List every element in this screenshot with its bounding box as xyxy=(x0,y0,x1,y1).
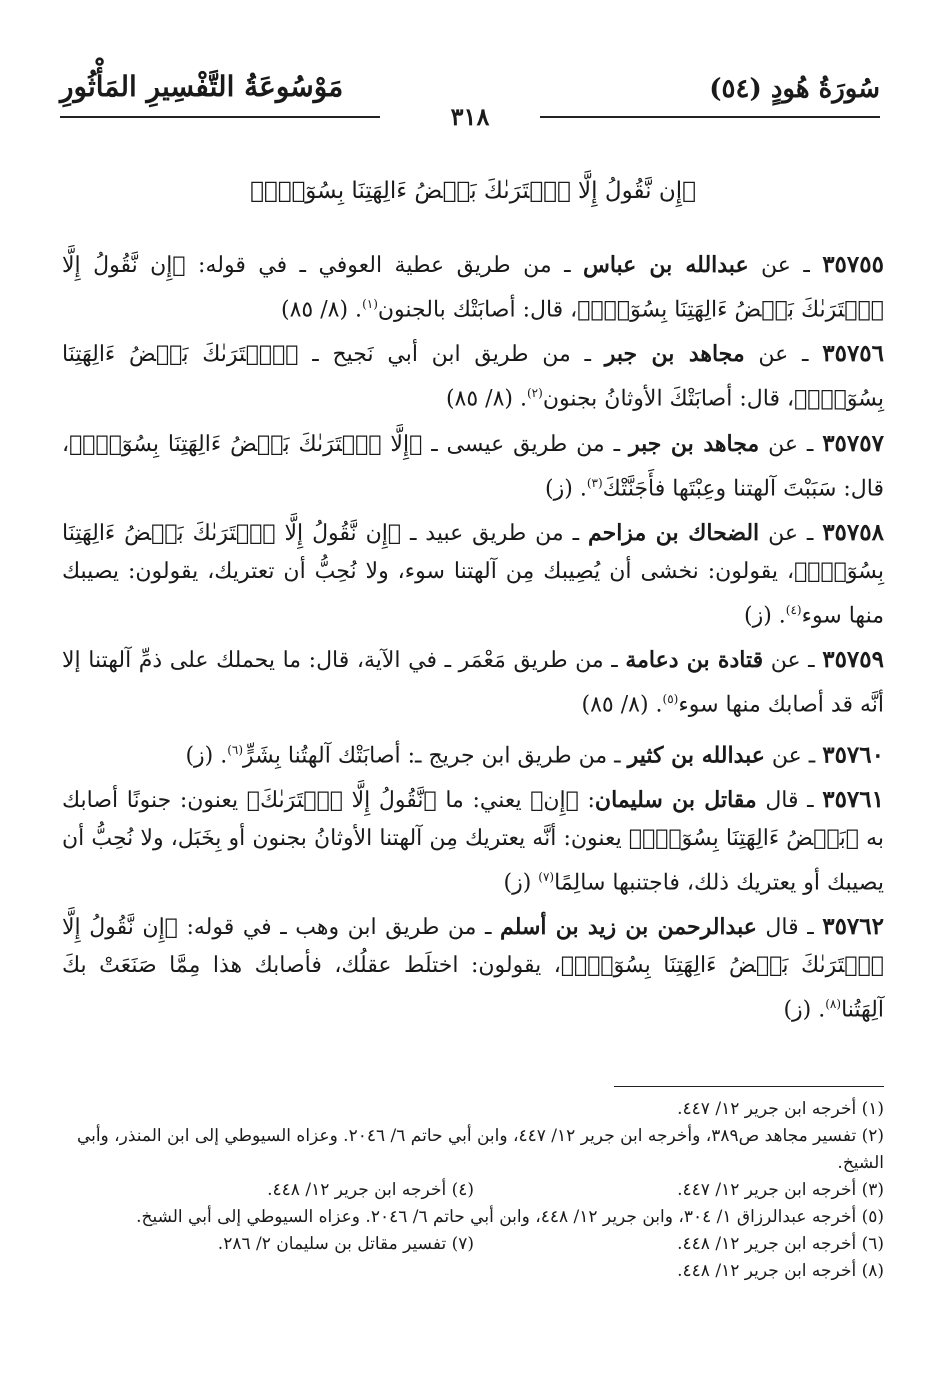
entry-chain: ـ من طريق عبيد ـ xyxy=(401,520,588,546)
narrator-name: عبدالرحمن بن زيد بن أسلم xyxy=(500,914,757,941)
footnote: (٨) أخرجه ابن جرير ١٢/ ٤٤٨. xyxy=(677,1261,884,1281)
entry-source: . (٨/ ٨٥) xyxy=(281,297,363,323)
series-title: مَوْسُوعَةُ التَّفْسِيرِ المَأْثُورِ xyxy=(60,70,344,103)
footnote: (٦) أخرجه ابن جرير ١٢/ ٤٤٨. xyxy=(677,1234,884,1254)
quran-quote: ﴿إِن نَّقُولُ إِلَّا ٱعۡتَرَىٰكَ بَعۡضُ ءَالِهَتِنَا بِسُوٓءٍۗ﴾ xyxy=(62,253,884,323)
page-number: ٣١٨ xyxy=(450,102,490,131)
footnote: (٧) تفسير مقاتل بن سليمان ٢/ ٢٨٦. xyxy=(217,1234,474,1254)
entry-chain: ـ من طريق ابن أبي نَجيح ـ xyxy=(298,342,605,368)
entry-number: ٣٥٧٥٧ xyxy=(822,429,884,457)
footnote: (٤) أخرجه ابن جرير ١٢/ ٤٤٨. xyxy=(267,1180,474,1200)
entry-number: ٣٥٧٥٥ xyxy=(822,251,884,278)
footnote: (٣) أخرجه ابن جرير ١٢/ ٤٤٧. xyxy=(677,1180,884,1200)
narration-entry xyxy=(62,335,884,418)
surah-title: سُورَةُ هُودٍ (٥٤) xyxy=(709,74,880,104)
narration-entry xyxy=(62,908,884,1029)
footnote-ref[interactable]: (٨) xyxy=(825,997,842,1012)
header-rule-right xyxy=(540,116,880,118)
narrations-list xyxy=(62,246,884,1036)
entry-prefix: ـ عن xyxy=(763,648,823,674)
narrator-name: مقاتل بن سليمان xyxy=(594,786,757,813)
entry-chain: ـ من طريق عيسى ـ xyxy=(422,431,629,457)
narration-entry xyxy=(62,641,884,724)
entry-text: ، قال: أصابَتْك بالجنون xyxy=(377,297,578,323)
narration-entry xyxy=(62,425,884,508)
narrator-name: الضحاك بن مزاحم xyxy=(587,519,760,546)
entry-chain: ـ من طريق ابن وهب ـ في قوله: xyxy=(177,915,501,941)
page-number-bar xyxy=(60,104,880,130)
entry-number: ٣٥٧٥٩ xyxy=(822,646,884,674)
footnote-row xyxy=(62,1177,884,1204)
entry-source: . (ز) xyxy=(545,475,587,501)
footnote: (١) أخرجه ابن جرير ١٢/ ٤٤٧. xyxy=(677,1099,884,1119)
verse-heading: ﴿إِن نَّقُولُ إِلَّا ٱعۡتَرَىٰكَ بَعۡضُ ءَالِهَتِنَا بِسُوٓءٍۗ﴾ xyxy=(250,178,696,204)
narrator-name: مجاهد بن جبر xyxy=(628,430,760,457)
footnotes-section xyxy=(62,1096,884,1285)
entry-source: . (٨/ ٨٥) xyxy=(581,692,663,718)
entry-source: . (ز) xyxy=(743,603,786,629)
narration-entry xyxy=(62,514,884,635)
entry-text: ، قال: أصابَتْكَ الأوثانُ بجنون xyxy=(542,386,795,412)
quran-quote: ﴿إِن نَّقُولُ إِلَّا ٱعۡتَرَىٰكَ بَعۡضُ ءَالِهَتِنَا بِسُوٓءٍۗ﴾ xyxy=(62,520,884,584)
entry-text: يعني: ما ﴿نَّقُولُ إِلَّا ٱعۡتَرَىٰكَ﴾ يعنون: جنونًا أصابك به ﴿بَعۡضُ ءَالِهَتِنَا بِسُوٓءٍۗ﴾ يعنون: أنَّه يعتريك مِن آلهتنا الأوثانُ بجنون أو بِخَبَل، ولا نُحِبُّ أن يصيبك أو يعتريك ذلك، فاجتنبها سالِمًا xyxy=(62,787,884,896)
entry-text: ، يقولون: اختلَط عقلُك، فأصابك هذا مِمَّا صَنَعَتْ بكَ آلِهَتُنا xyxy=(62,953,884,1023)
entry-chain: ـ من طريق ابن جريج ـ: أصابَتْك آلهتُنا بِشَرٍّ xyxy=(243,742,628,768)
page-header xyxy=(60,62,880,132)
narration-entry xyxy=(62,781,884,902)
entry-number: ٣٥٧٦١ xyxy=(822,785,884,813)
entry-text: ، قال: سَبَبْتَ آلهتنا وعِبْتَها فأَجَنَّتْكَ xyxy=(62,431,884,501)
footnote-ref[interactable]: (٣) xyxy=(586,475,603,490)
entry-prefix: ـ عن xyxy=(759,431,823,457)
entry-text: ، يقولون: نخشى أن يُصِيبك مِن آلهتنا سوء، ولا نُحِبُّ أن تعتريك، يقولون: يصيبك منها سوء xyxy=(62,558,884,629)
entry-source: . (ز) xyxy=(185,742,228,768)
footnote-ref[interactable]: (٧) xyxy=(538,869,555,884)
entry-number: ٣٥٧٥٦ xyxy=(822,340,885,368)
entry-chain: ـ من طريق عطية العوفي ـ في قوله: xyxy=(185,253,583,278)
entry-prefix: ـ قال xyxy=(756,915,823,941)
footnote-ref[interactable]: (٦) xyxy=(227,742,244,757)
narrator-name: عبدالله بن كثير xyxy=(627,741,765,768)
footnote: (٥) أخرجه عبدالرزاق ١/ ٣٠٤، وابن جرير ١٢/ ٤٤٨، وابن أبي حاتم ٦/ ٢٠٤٦. وعزاه السيوطي إلى أبي الشيخ. xyxy=(136,1207,884,1227)
footnote-ref[interactable]: (٤) xyxy=(785,602,802,617)
footnote-row xyxy=(62,1231,884,1258)
quran-quote: ﴿ٱعۡتَرَىٰكَ بَعۡضُ ءَالِهَتِنَا بِسُوٓءٍۗ﴾ xyxy=(62,342,884,412)
footnote-ref[interactable]: (٢) xyxy=(526,386,543,401)
narration-entry xyxy=(62,246,884,329)
entry-prefix: ـ عن xyxy=(744,342,823,368)
entry-prefix: ـ عن xyxy=(748,253,823,278)
entry-prefix: ـ عن xyxy=(764,742,823,768)
narrator-name: مجاهد بن جبر xyxy=(604,341,745,368)
footnote-ref[interactable]: (٥) xyxy=(662,692,679,707)
entry-source: . (ز) xyxy=(783,997,826,1023)
entry-chain: ـ من طريق مَعْمَر ـ في الآية، قال: ما يحملك على ذمِّ آلهتنا إلا أنَّه قد أصابك منها سوء xyxy=(62,648,884,718)
footnote-separator xyxy=(614,1086,884,1087)
quran-quote: ﴿إِن نَّقُولُ إِلَّا ٱعۡتَرَىٰكَ بَعۡضُ ءَالِهَتِنَا بِسُوٓءٍۗ﴾ xyxy=(62,915,884,979)
narration-entry xyxy=(62,731,884,775)
entry-number: ٣٥٧٥٨ xyxy=(822,518,884,546)
entry-number: ٣٥٧٦٠ xyxy=(822,740,884,768)
quran-quote: ﴿إِن﴾ xyxy=(530,787,579,813)
entry-number: ٣٥٧٦٢ xyxy=(822,913,884,941)
quran-quote: ﴿إِلَّا ٱعۡتَرَىٰكَ بَعۡضُ ءَالِهَتِنَا بِسُوٓءٍۗ﴾ xyxy=(69,431,423,457)
footnote-ref[interactable]: (١) xyxy=(362,297,378,311)
entry-source: . (٨/ ٨٥) xyxy=(445,386,527,412)
header-rule-left xyxy=(60,116,380,118)
entry-prefix: ـ قال xyxy=(756,787,823,813)
entry-source: (ز) xyxy=(503,870,539,896)
footnote: (٢) تفسير مجاهد ص٣٨٩، وأخرجه ابن جرير ١٢/ ٤٤٧، وابن أبي حاتم ٦/ ٢٠٤٦. وعزاه السيوطي إلى ابن المنذر، وأبي الشيخ. xyxy=(76,1126,884,1173)
entry-prefix: ـ عن xyxy=(759,520,823,546)
narrator-name: قتادة بن دعامة xyxy=(625,647,764,674)
narrator-name: عبدالله بن عباس xyxy=(582,252,749,278)
entry-chain: : xyxy=(578,787,595,813)
